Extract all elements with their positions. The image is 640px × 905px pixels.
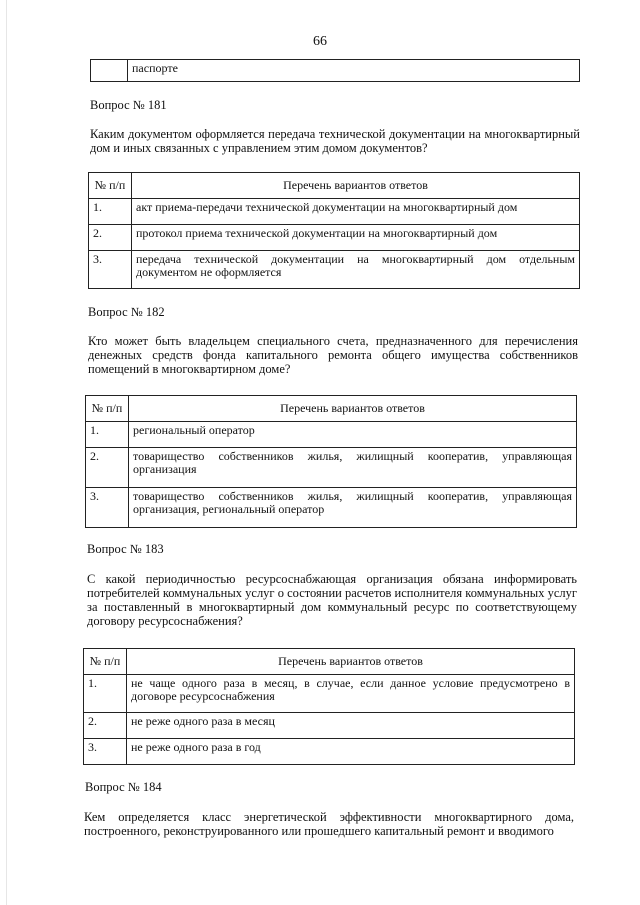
row-number: 3. (86, 488, 129, 528)
row-text: протокол приема технической документации на многоквартирный дом (132, 225, 580, 251)
row-number: 2. (84, 713, 127, 739)
row-text: не реже одного раза в месяц (127, 713, 575, 739)
table-row (84, 739, 575, 765)
question-183-answers-table (83, 648, 575, 765)
page-number: 66 (313, 34, 327, 49)
question-183-text: С какой периодичностью ресурсоснабжающая организация обязана информировать потребителей коммунальных услуг о состоянии расчетов исполнителя коммунальных услуг за поставленный в многоквартирный дом коммунальный ресурс по соответствующему договору ресурсоснабжения? (87, 572, 577, 628)
question-184-text: Кем определяется класс энергетической эффективности многоквартирного дома, построенного, реконструированного или прошедшего капитальный ремонт и вводимого (84, 810, 574, 838)
row-text: региональный оператор (129, 422, 577, 448)
row-number: 3. (89, 251, 132, 289)
row-number: 3. (84, 739, 127, 765)
row-text: не реже одного раза в год (127, 739, 575, 765)
table-header-row (84, 649, 575, 675)
header-number: № п/п (89, 173, 132, 199)
header-title: Перечень вариантов ответов (129, 396, 577, 422)
table-row (86, 488, 577, 528)
table-header-row (86, 396, 577, 422)
row-number: 2. (89, 225, 132, 251)
question-183-label: Вопрос № 183 (87, 542, 164, 556)
header-number: № п/п (84, 649, 127, 675)
table-row (86, 422, 577, 448)
top-continuation-table (90, 59, 580, 82)
top-table-cell-number (91, 60, 128, 82)
table-row (89, 225, 580, 251)
question-181-answers-table (88, 172, 580, 289)
question-182-label: Вопрос № 182 (88, 305, 165, 319)
table-row (84, 713, 575, 739)
row-number: 1. (89, 199, 132, 225)
question-182-text: Кто может быть владельцем специального счета, предназначенного для перечисления денежных средств фонда капитального ремонта общего имущества собственников помещений в многоквартирном доме? (88, 334, 578, 376)
scan-edge (6, 0, 7, 905)
row-text: передача технической документации на многоквартирный дом отдельным документом не оформляется (132, 251, 580, 289)
question-181-text: Каким документом оформляется передача технической документации на многоквартирный дом и иных связанных с управлением этим домом документов? (90, 127, 580, 155)
question-181-label: Вопрос № 181 (90, 98, 167, 112)
row-number: 1. (84, 675, 127, 713)
header-title: Перечень вариантов ответов (127, 649, 575, 675)
question-182-answers-table (85, 395, 577, 528)
top-table-cell-text: паспорте (128, 60, 580, 82)
row-text: не чаще одного раза в месяц, в случае, если данное условие предусмотрено в договоре ресурсоснабжения (127, 675, 575, 713)
row-text: товарищество собственников жилья, жилищный кооператив, управляющая организация, региональный оператор (129, 488, 577, 528)
question-184-label: Вопрос № 184 (85, 780, 162, 794)
table-header-row (89, 173, 580, 199)
table-row (89, 199, 580, 225)
row-number: 1. (86, 422, 129, 448)
row-text: товарищество собственников жилья, жилищный кооператив, управляющая организация (129, 448, 577, 488)
row-number: 2. (86, 448, 129, 488)
row-text: акт приема-передачи технической документации на многоквартирный дом (132, 199, 580, 225)
header-number: № п/п (86, 396, 129, 422)
header-title: Перечень вариантов ответов (132, 173, 580, 199)
table-row (86, 448, 577, 488)
table-row (89, 251, 580, 289)
table-row (84, 675, 575, 713)
